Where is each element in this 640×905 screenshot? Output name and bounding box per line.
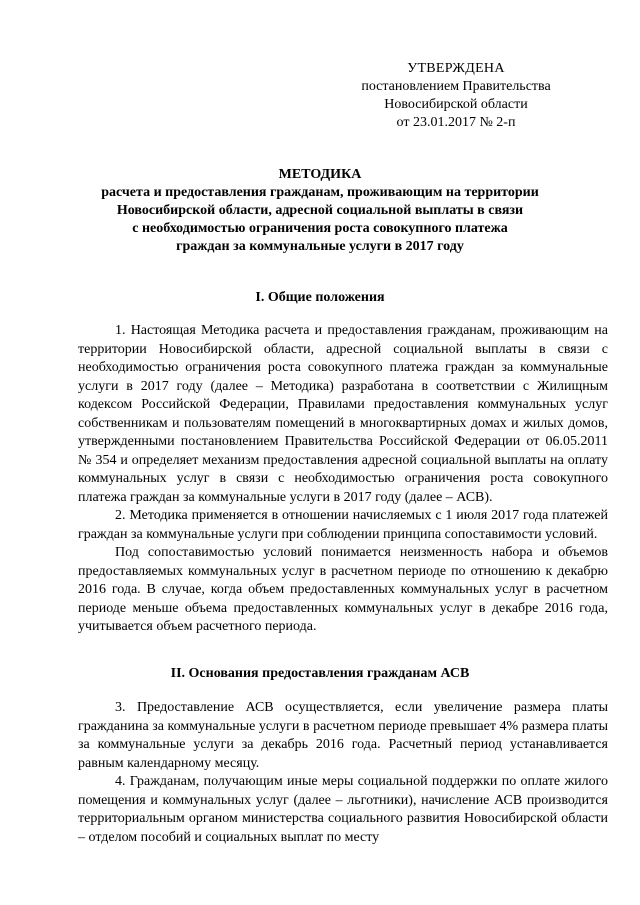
title-line-3: с необходимостью ограничения роста совокупного платежа xyxy=(132,221,508,236)
paragraph-3: 3. Предоставление АСВ осуществляется, если увеличение размера платы гражданина за коммунальные услуги в расчетном периоде превышает 4% размера платы за коммунальные услуги за декабрь 2016 года. Расчетный период устанавливается равным календарному месяцу. xyxy=(78,700,608,771)
section-1-heading: I. Общие положения xyxy=(255,290,385,305)
paragraph-2: 2. Методика применяется в отношении начисляемых с 1 июля 2017 года платежей граждан за коммунальные услуги при соблюдении принципа сопоставимости условий. xyxy=(78,508,608,542)
section-2-heading: II. Основания предоставления гражданам АСВ xyxy=(170,666,470,681)
title-line-1: расчета и предоставления гражданам, проживающим на территории xyxy=(101,185,539,200)
document-title xyxy=(60,166,580,256)
paragraph-1: 1. Настоящая Методика расчета и предоставления гражданам, проживающим на территории Новосибирской области, адресной социальной выплаты в связи с необходимостью ограничения роста совокупного платежа граждан за коммунальные услуги в 2017 году (далее – Методика) разработана в соответствии с Жилищным кодексом Российской Федерации, Правилами предоставления коммунальных услуг собственникам и пользователям помещений в многоквартирных домах и жилых домов, утвержденными постановлением Правительства Российской Федерации от 06.05.2011 № 354 и определяет механизм предоставления адресной социальной выплаты на оплату коммунальных услуг в связи с необходимостью ограничения роста совокупного платежа граждан за коммунальные услуги в 2017 году (далее – АСВ). xyxy=(78,323,608,505)
title-main: МЕТОДИКА xyxy=(278,167,362,182)
approval-line-1: постановлением Правительства xyxy=(361,79,551,94)
approval-heading: УТВЕРЖДЕНА xyxy=(407,61,505,76)
section-1-body xyxy=(78,322,608,637)
paragraph-comparability: Под сопоставимостью условий понимается неизменность набора и объемов предоставляемых коммунальных услуг в расчетном периоде по отношению к декабрю 2016 года. В случае, когда объем предоставленных коммунальных услуг в расчетном периоде меньше объема предоставленных коммунальных услуг в декабре 2016 года, учитывается объем расчетного периода. xyxy=(78,545,608,634)
paragraph-4: 4. Гражданам, получающим иные меры социальной поддержки по оплате жилого помещения и коммунальных услуг (далее – льготники), начисление АСВ производится территориальным органом министерства социального развития Новосибирской области – отделом пособий и социальных выплат по месту xyxy=(78,774,608,845)
title-line-2: Новосибирской области, адресной социальной выплаты в связи xyxy=(116,203,524,218)
approval-line-2: Новосибирской области xyxy=(384,97,528,112)
approval-stamp xyxy=(346,60,566,132)
section-2-body xyxy=(78,699,608,847)
approval-date-line: от 23.01.2017 № 2-п xyxy=(396,115,516,130)
title-line-4: граждан за коммунальные услуги в 2017 году xyxy=(176,239,464,254)
